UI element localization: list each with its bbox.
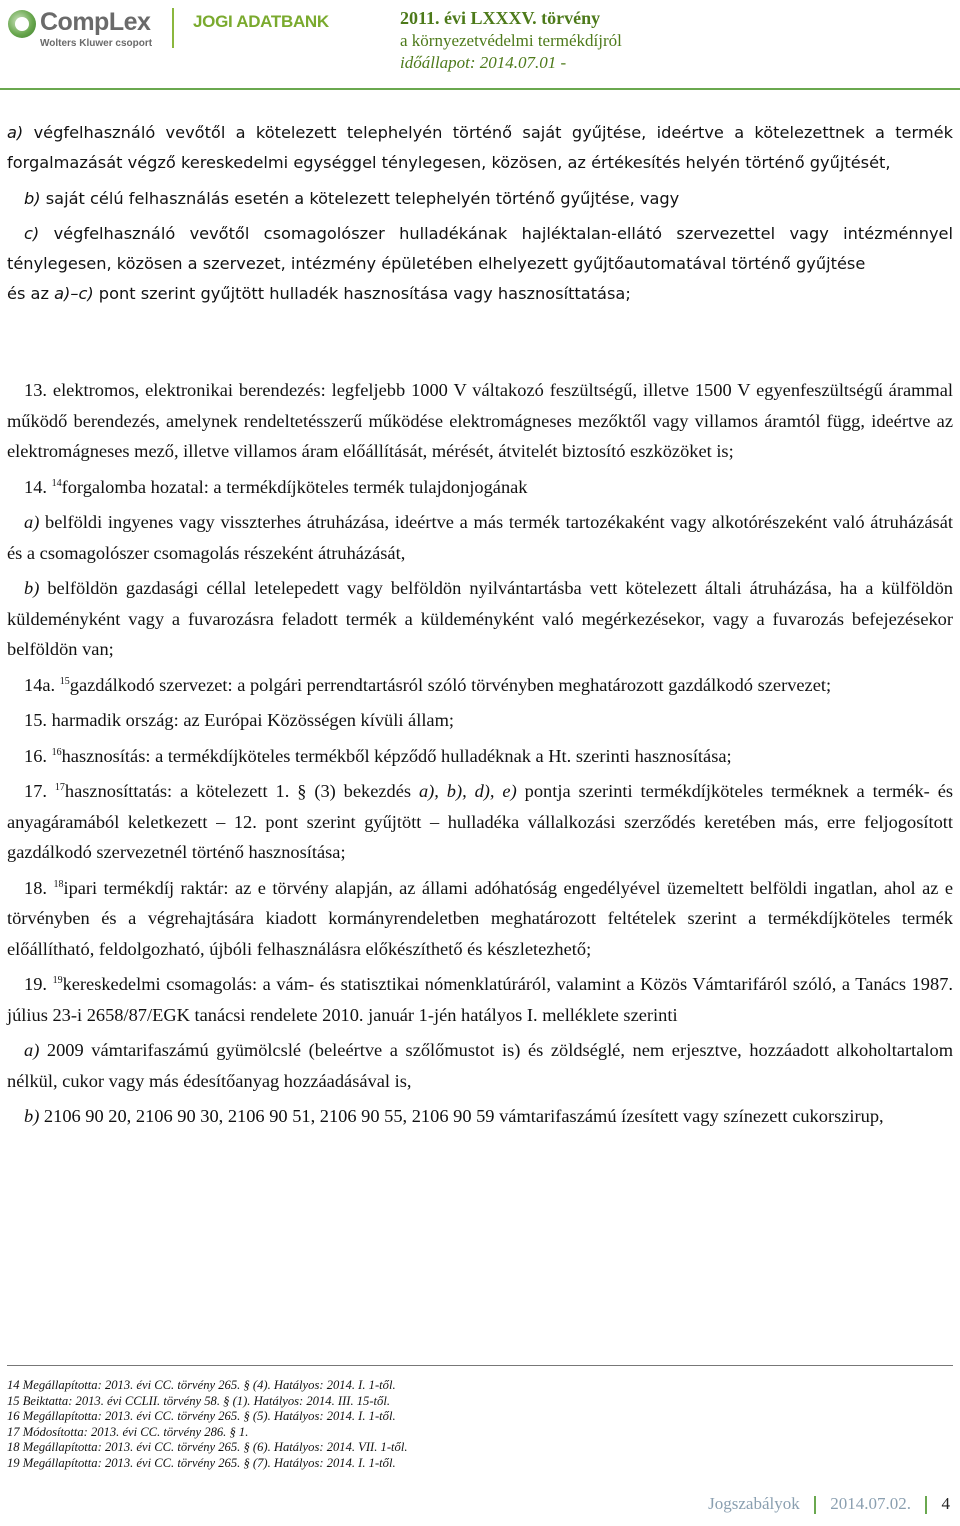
footnote: 16 Megállapította: 2013. évi CC. törvény 265. § (5). Hatályos: 2014. I. 1-től. — [7, 1409, 396, 1424]
complex-logo-text: CompLex — [40, 8, 151, 36]
footnote: 15 Beiktatta: 2013. évi CCLII. törvény 58. § (1). Hatályos: 2014. III. 15-től. — [7, 1393, 390, 1408]
footnote: 17 Módosította: 2013. évi CC. törvény 286. § 1. — [7, 1424, 249, 1439]
point-14: 14. $^{14}$forgalomba hozatal: a termékdíjköteles termék tulajdonjogának — [24, 476, 528, 497]
point-14a: 14a. $^{15}$gazdálkodó szervezet: a polgári perrendtartásról szóló törvényben meghatározott gazdálkodó szervezet; — [24, 674, 832, 695]
complex-logo-icon — [8, 10, 36, 38]
point-14-a: a) belföldi ingyenes vagy visszterhes átruházása, ideértve a más termék tartozékaként vagy alkotórészeként való átruházását és a csomagolószer csomagolás részeként átruházását, — [7, 512, 953, 563]
footnotes — [7, 1378, 408, 1472]
footnote: 18 Megállapította: 2013. évi CC. törvény 265. § (6). Hatályos: 2014. VII. 1-től. — [7, 1440, 408, 1455]
page-header — [0, 0, 960, 72]
footer-source: Jogszabályok — [708, 1494, 800, 1513]
point-b: b) saját célú felhasználás esetén a kötelezett telephelyén történő gyűjtése, vagy — [24, 188, 680, 208]
point-13: 13. elektromos, elektronikai berendezés: legfeljebb 1000 V váltakozó feszültségű, illetve 1500 V egyenfeszültségű árammal működő berendezés, amelynek rendeltetésszerű működése elektromágneses mezőktől vagy villamos áramtól függ, ideértve az elektromágneses mező, illetve villamos áram előállítását, mérését, átvitelét biztosító eszközöket is; — [7, 380, 953, 461]
jogi-adatbank-logo: JOGI ADATBANK — [193, 12, 329, 31]
law-title: 2011. évi LXXXV. törvény — [400, 8, 601, 28]
page-number: 4 — [941, 1494, 950, 1513]
points-a-c-summary: és az a)–c) pont szerint gyűjtött hulladék hasznosítása vagy hasznosíttatása; — [7, 284, 631, 304]
law-text-part-1 — [7, 118, 953, 310]
footer-divider — [814, 1496, 816, 1514]
logo-divider — [172, 8, 174, 48]
footer-date: 2014.07.02. — [830, 1494, 911, 1513]
page-footer — [708, 1494, 950, 1514]
point-18: 18. $^{18}$ipari termékdíj raktár: az e törvény alapján, az állami adóhatóság engedélyével üzemeltett belföldi ingatlan, ahol az e törvényben és a végrehajtására kiadott kormányrendeletben meghatározott feltételek szerint a termékdíjköteles termék előállítható, feldolgozható, újbóli felhasználásra előkészíthető és készletezhető; — [7, 877, 954, 959]
law-subtitle: a környezetvédelmi termékdíjról — [400, 31, 622, 50]
point-19: 19. $^{19}$kereskedelmi csomagolás: a vám- és statisztikai nómenklatúráról, valamint a Közös Vámtarifáról szóló, a Tanács 1987. július 23-i 2658/87/EGK tanácsi rendelete 2010. január 1-jén hatályos I. melléklete szerinti — [7, 974, 953, 1025]
footnote: 19 Megállapította: 2013. évi CC. törvény 265. § (7). Hatályos: 2014. I. 1-től. — [7, 1455, 396, 1470]
point-14-b: b) belföldön gazdasági céllal letelepedett vagy belföldön nyilvántartásba vett kötelezett általi átruházása, ha a külföldön küldeményként vagy a fuvarozásra feladott termék a küldeményként való megérkezésekor, vagy a fuvarozás befejezésekor belföldön van; — [7, 578, 953, 659]
point-c: c) végfelhasználó vevőtől csomagolószer hulladékának hajléktalan-ellátó szervezettel vagy intézménnyel ténylegesen, közösen a szervezet, intézmény épületében elhelyezett gyűjtőautomatával történő gyűjtése — [7, 223, 953, 274]
law-header — [400, 6, 622, 74]
version-date: időállapot: 2014.07.01 - — [400, 53, 567, 72]
point-16: 16. $^{16}$hasznosítás: a termékdíjköteles termékből képződő hulladéknak a Ht. szerinti hasznosítása; — [24, 745, 732, 766]
law-text-part-2 — [7, 375, 953, 1132]
complex-logo-subtitle: Wolters Kluwer csoport — [40, 38, 153, 49]
point-a: a) végfelhasználó vevőtől a kötelezett telephelyén történő saját gyűjtése, ideértve a kötelezettnek a termék forgalmazását végző kereskedelmi egységgel ténylegesen, közösen, az értékesítés helyén történő gyűjtését, — [7, 123, 953, 173]
point-17: 17. $^{17}$hasznosíttatás: a kötelezett 1. § (3) bekezdés a), b), d), e) pontja szerinti termékdíjköteles terméknek a termék- és anyagáramából keletkezett – 12. pont szerint gyűjtött – hulladéka vállalkozási szerződés keretében más, erre feljogosított gazdálkodó szervezetnél történő hasznosítása; — [7, 781, 954, 862]
footer-divider — [925, 1496, 927, 1514]
point-15: 15. harmadik ország: az Európai Közösségen kívüli állam; — [24, 710, 455, 730]
header-rule — [0, 88, 960, 90]
point-19-a: a) 2009 vámtarifaszámú gyümölcslé (beleértve a szőlőmustot is) és zöldséglé, nem erjesztve, hozzáadott alkoholtartalom nélkül, cukor vagy más édesítőanyag hozzáadásával is, — [7, 1040, 953, 1091]
footnote-separator — [7, 1365, 953, 1366]
point-19-b: b) 2106 90 20, 2106 90 30, 2106 90 51, 2106 90 55, 2106 90 59 vámtarifaszámú ízesített vagy színezett cukorszirup, — [24, 1106, 884, 1126]
complex-logo — [8, 6, 168, 50]
footnote: 14 Megállapította: 2013. évi CC. törvény 265. § (4). Hatályos: 2014. I. 1-től. — [7, 1378, 396, 1392]
